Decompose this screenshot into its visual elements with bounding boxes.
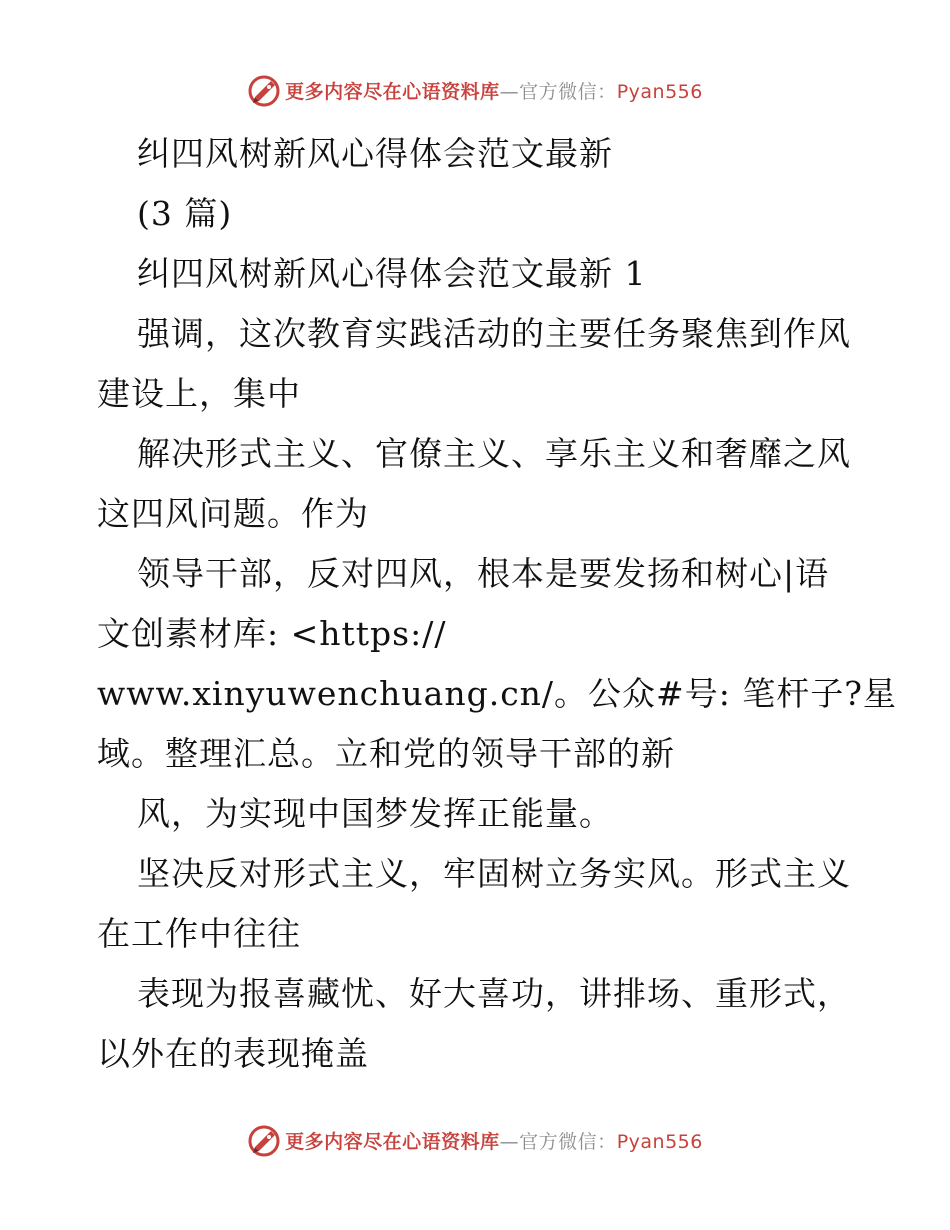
document-subtitle: (3 篇): [137, 194, 233, 233]
document-title: 纠四风树新风心得体会范文最新: [137, 134, 613, 173]
banner-separator: —: [499, 1130, 520, 1153]
paragraph-line: 这四风问题。作为: [97, 494, 369, 533]
paragraph-line: 以外在的表现掩盖: [97, 1034, 369, 1073]
paragraph-line: 坚决反对形式主义，牢固树立务实风。形式主义: [137, 854, 851, 893]
banner-wechat-label: 官方微信：: [519, 80, 617, 103]
pen-circle-logo-icon: [247, 73, 281, 107]
paragraph-line: www.xinyuwenchuang.cn/。公众#号: 笔杆子?星: [97, 674, 897, 713]
paragraph-line: 领导干部，反对四风，根本是要发扬和树心|语: [137, 554, 830, 593]
paragraph-line: 风，为实现中国梦发挥正能量。: [137, 794, 613, 833]
section-heading: 纠四风树新风心得体会范文最新 1: [137, 254, 647, 293]
banner-wechat-label: 官方微信：: [519, 1130, 617, 1153]
document-body: [97, 124, 897, 1084]
paragraph-line: 在工作中往往: [97, 914, 301, 953]
paragraph-line: 强调，这次教育实践活动的主要任务聚焦到作风: [137, 314, 851, 353]
banner-wechat-id: Pyan556: [616, 80, 703, 103]
paragraph-line: 域。整理汇总。立和党的领导干部的新: [97, 734, 675, 773]
header-watermark-banner: [0, 68, 950, 112]
footer-watermark-banner: [0, 1118, 950, 1162]
banner-site-name: 更多内容尽在心语资料库: [285, 1130, 500, 1153]
banner-site-name: 更多内容尽在心语资料库: [285, 80, 500, 103]
pen-circle-logo-icon: [247, 1123, 281, 1157]
paragraph-line: 解决形式主义、官僚主义、享乐主义和奢靡之风: [137, 434, 851, 473]
banner-wechat-id: Pyan556: [616, 1130, 703, 1153]
paragraph-line: 建设上，集中: [97, 374, 301, 413]
paragraph-line: 表现为报喜藏忧、好大喜功，讲排场、重形式，: [137, 974, 851, 1013]
paragraph-line: 文创素材库: <https://: [97, 614, 447, 653]
banner-separator: —: [499, 80, 520, 103]
